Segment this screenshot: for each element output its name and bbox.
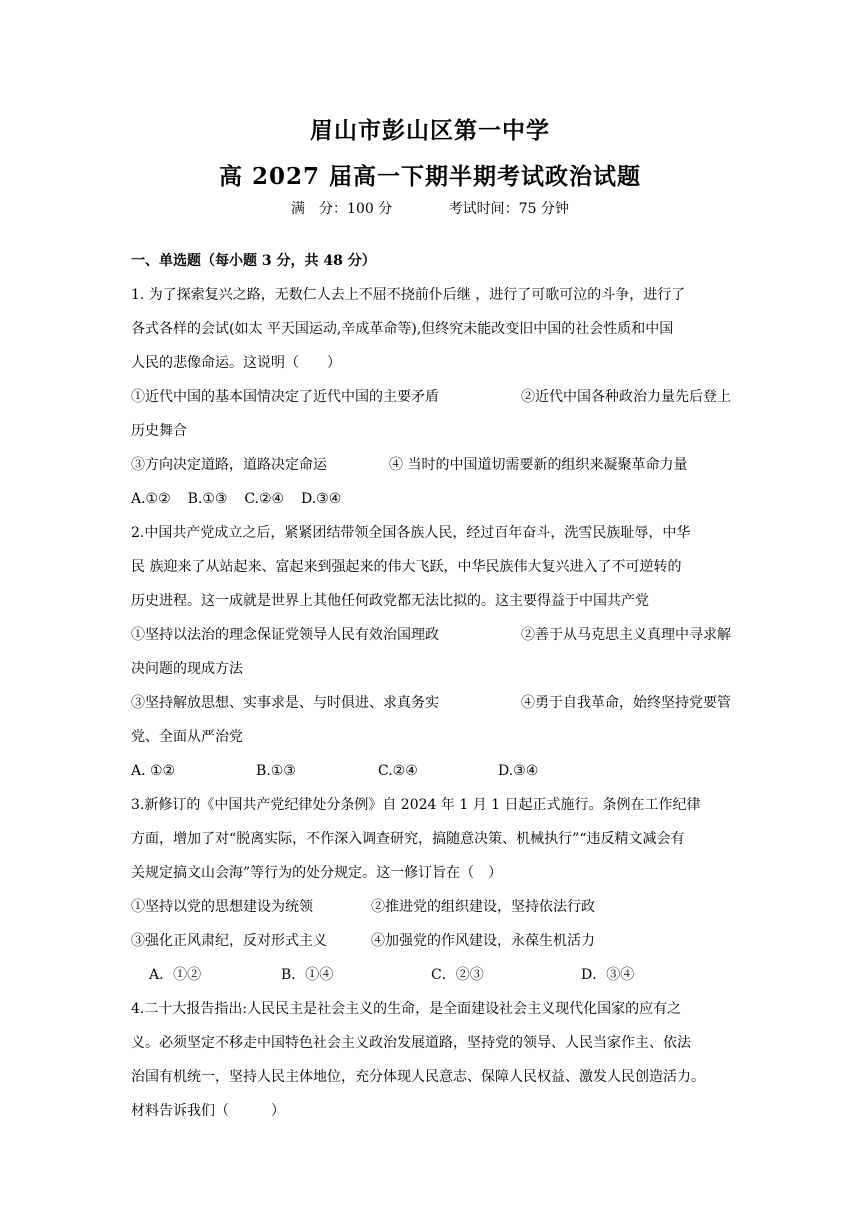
statement: ④加强党的作风建设，永葆生机活力: [371, 933, 595, 949]
exam-content: [131, 244, 731, 1128]
statement: ③方向决定道路，道路决定命运: [131, 457, 327, 473]
option-c[interactable]: C．②③: [431, 967, 484, 983]
question-stem-line: 3.新修订的《中国共产党纪律处分条例》自 2024 年 1 月 1 日起正式施行。条例在工作纪律: [131, 797, 701, 813]
options-row: [131, 482, 731, 516]
question-stem-line: 1. 为了探索复兴之路，无数仁人去上不屈不挠前仆后继 ，进行了可歌可泣的斗争，进行了: [131, 287, 686, 303]
section-title: 一、单选题（每小题 3 分，共 48 分）: [131, 253, 376, 269]
option-a[interactable]: A.①②: [131, 491, 171, 507]
question-2: [131, 516, 731, 788]
question-stem-line: 关规定搞文山会海”等行为的处分规定。这一修订旨在（ ）: [131, 865, 503, 881]
option-b[interactable]: B.①③: [187, 491, 228, 507]
exam-title: 高 2027 届高一下期半期考试政治试题: [218, 163, 642, 190]
question-stem-line: 治国有机统一，坚持人民主体地位，充分体现人民意志、保障人民权益、激发人民创造活力。: [131, 1069, 705, 1085]
exam-time: 考试时间：75 分钟: [448, 201, 569, 217]
question-stem-line: 材料告诉我们（ ）: [131, 1103, 285, 1119]
statement: ①坚持以党的思想建设为统领: [131, 899, 313, 915]
statement: ②近代中国各种政治力量先后登上: [521, 389, 731, 405]
statement: ①坚持以法治的理念保证党领导人民有效治国理政: [131, 627, 439, 643]
question-3: [131, 788, 731, 992]
options-row: [131, 754, 731, 788]
full-score: 满 分：100 分: [291, 201, 393, 217]
question-stem-line: 各式各样的会试(如太 平天国运动,辛成革命等),但终究未能改变旧中国的社会性质和中国: [131, 321, 674, 337]
statement: ②推进党的组织建设，坚持依法行政: [371, 899, 595, 915]
question-stem-line: 民 族迎来了从站起来、富起来到强起来的伟大飞跃，中华民族伟大复兴进入了不可逆转的: [131, 559, 682, 575]
statement: ①近代中国的基本国情决定了近代中国的主要矛盾: [131, 389, 439, 405]
option-a[interactable]: A. ①②: [131, 763, 176, 779]
exam-meta: [0, 198, 860, 218]
option-b[interactable]: B.①③: [256, 763, 296, 779]
statement-row: [131, 380, 731, 414]
statement-row: [131, 686, 731, 720]
statement: ②善于从马克思主义真理中寻求解: [521, 627, 731, 643]
option-c[interactable]: C.②④: [244, 491, 285, 507]
statement: ④ 当时的中国道切需要新的组织来凝聚革命力量: [389, 457, 688, 473]
question-stem-line: 历史进程。这一成就是世界上其他任何政党都无法比拟的。这主要得益于中国共产党: [131, 593, 649, 609]
option-b[interactable]: B．①④: [281, 967, 334, 983]
question-stem-line: 方面，增加了对“脱离实际，不作深入调查研究，搞随意决策、机械执行”“违反精文减会有: [131, 831, 685, 847]
statement-row: [131, 448, 731, 482]
statement: ③强化正风肃纪，反对形式主义: [131, 933, 327, 949]
question-stem-line: 人民的悲像命运。这说明（ ）: [131, 355, 341, 371]
option-c[interactable]: C.②④: [378, 763, 418, 779]
option-d[interactable]: D.③④: [498, 763, 539, 779]
statement-continuation: 历史舞合: [131, 423, 187, 439]
statement-continuation: 决问题的现成方法: [131, 661, 243, 677]
option-a[interactable]: A．①②: [149, 967, 202, 983]
question-stem-line: 义。必须坚定不移走中国特色社会主义政治发展道路，坚持党的领导、人民当家作主、依法: [131, 1035, 691, 1051]
statement-row: [131, 924, 731, 958]
statement: ④勇于自我革命，始终坚持党要管: [521, 695, 731, 711]
statement-row: [131, 890, 731, 924]
statement-row: [131, 618, 731, 652]
statement: ③坚持解放思想、实事求是、与时俱进、求真务实: [131, 695, 439, 711]
option-d[interactable]: D.③④: [301, 491, 342, 507]
options-row: [131, 958, 731, 992]
question-stem-line: 4.二十大报告指出:人民民主是社会主义的生命，是全面建设社会主义现代化国家的应有之: [131, 1001, 682, 1017]
statement-continuation: 党、全面从严治党: [131, 729, 243, 745]
question-stem-line: 2.中国共产党成立之后，紧紧团结带领全国各族人民，经过百年奋斗，洗雪民族耻辱，中华: [131, 525, 691, 541]
school-title: 眉山市彭山区第一中学: [310, 117, 550, 144]
question-1: [131, 278, 731, 516]
option-d[interactable]: D．③④: [581, 967, 635, 983]
question-4: [131, 992, 731, 1128]
